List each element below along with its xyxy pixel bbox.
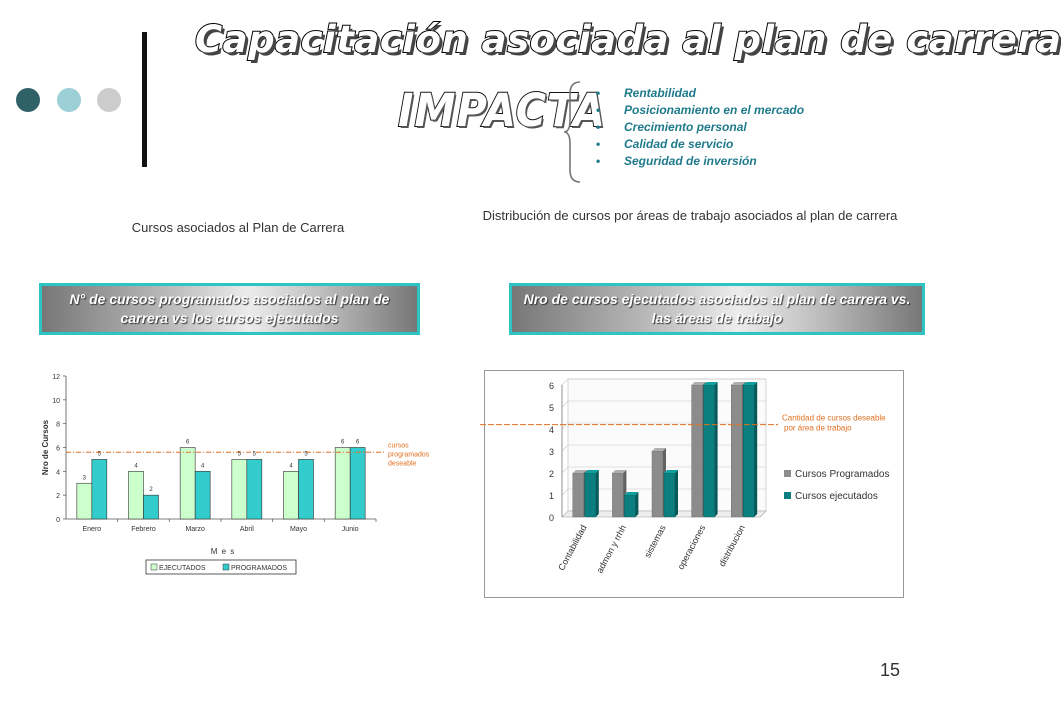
data-label: 3 — [82, 475, 87, 482]
legend-label: Cursos Programados — [795, 469, 890, 480]
legend-swatch — [784, 492, 791, 499]
impact-item: • Posicionamiento en el mercado — [596, 102, 804, 119]
left-chart-title-box — [39, 283, 420, 335]
x-tick-label: Marzo — [185, 526, 205, 533]
decor-dot-light — [57, 88, 81, 112]
x-tick-label: sistemas — [642, 523, 668, 560]
y-tick-label: 3 — [548, 447, 554, 457]
y-tick-label: 0 — [56, 517, 60, 524]
bar — [284, 471, 299, 519]
x-tick-label: operaciones — [675, 523, 708, 572]
x-tick-label: Mayo — [289, 526, 308, 533]
impact-item: • Crecimiento personal — [596, 119, 804, 136]
areas-courses-chart — [484, 370, 904, 598]
x-tick-label: Contabilidad — [556, 523, 589, 573]
decor-dot-dark — [16, 88, 40, 112]
bar — [77, 483, 92, 519]
legend-label: EJECUTADOS — [159, 565, 206, 572]
impact-item: • Rentabilidad — [596, 85, 804, 102]
title-divider — [142, 32, 147, 167]
legend-label: Cursos ejecutados — [795, 491, 878, 502]
reference-line-label-line: Cantidad de cursos deseable — [782, 413, 886, 423]
data-label: 4 — [134, 463, 138, 470]
reference-line-label-line: por área de trabajo — [784, 423, 852, 433]
decor-dot-gray — [97, 88, 121, 112]
x-axis-label: M e s — [210, 547, 236, 556]
y-tick-label: 4 — [56, 469, 60, 477]
monthly-courses-chart — [36, 366, 446, 582]
bar — [129, 471, 144, 519]
bar — [585, 473, 596, 517]
y-tick-label: 1 — [548, 491, 554, 501]
y-tick-label: 4 — [548, 425, 554, 435]
bar — [180, 448, 195, 520]
data-label: 4 — [200, 463, 205, 470]
x-tick-label: admon y rrhh — [594, 523, 629, 575]
legend-swatch — [784, 470, 791, 477]
right-chart-title-box — [509, 283, 925, 335]
slide-title: Capacitación asociada al plan de carrera — [195, 18, 1061, 61]
y-axis-label: Nro de Cursos — [41, 419, 50, 476]
x-tick-label: Junio — [341, 526, 359, 533]
bar-side — [635, 492, 638, 517]
y-tick-label: 12 — [52, 374, 60, 381]
reference-line-label — [388, 442, 430, 467]
bar — [573, 473, 584, 517]
bar — [247, 459, 262, 519]
bar — [299, 459, 314, 519]
bar-side — [715, 382, 718, 517]
impact-item: • Seguridad de inversión — [596, 153, 804, 170]
reference-line-label-word: cursos — [388, 442, 409, 450]
y-tick-label: 10 — [52, 397, 60, 405]
impact-item: • Calidad de servicio — [596, 136, 804, 153]
bar — [92, 459, 107, 519]
bar — [743, 385, 754, 517]
bar — [612, 473, 623, 517]
y-tick-label: 2 — [548, 469, 554, 479]
bar — [704, 385, 715, 517]
bar — [624, 495, 635, 517]
right-chart-title: Nro de cursos ejecutados asociados al plan de carrera vs. las áreas de trabajo — [523, 291, 911, 326]
bar — [232, 459, 247, 519]
left-chart-title: N° de cursos programados asociados al plan de carrera vs los cursos ejecutados — [69, 291, 390, 326]
bar-side — [754, 382, 757, 517]
legend-swatch — [223, 564, 229, 570]
curly-brace — [562, 80, 584, 184]
data-label: 4 — [289, 463, 293, 470]
bar-side — [596, 470, 599, 517]
data-label: 5 — [97, 451, 102, 458]
data-label: 5 — [304, 451, 308, 458]
x-tick-label: Abril — [239, 526, 254, 533]
y-tick-label: 6 — [548, 381, 554, 391]
x-tick-label: Febrero — [131, 526, 156, 533]
right-subtitle: Distribución de cursos por áreas de trabajo asociados al plan de carrera — [482, 208, 898, 223]
bar — [144, 495, 159, 519]
data-label: 5 — [252, 451, 257, 458]
data-label: 6 — [355, 439, 360, 446]
legend-label: PROGRAMADOS — [231, 565, 288, 572]
bar — [692, 385, 703, 517]
x-tick-label: Enero — [82, 526, 102, 533]
data-label: 5 — [237, 451, 242, 458]
bar-side — [675, 470, 678, 517]
impacta-heading: IMPACTA — [398, 84, 606, 137]
data-label: 6 — [185, 439, 190, 446]
legend-swatch — [151, 564, 157, 570]
bar — [652, 451, 663, 517]
y-tick-label: 5 — [548, 403, 554, 413]
left-subtitle: Cursos asociados al Plan de Carrera — [131, 220, 345, 235]
y-tick-label: 6 — [56, 445, 60, 453]
reference-line-label-word: programados — [388, 451, 430, 459]
data-label: 2 — [149, 487, 153, 494]
bar — [664, 473, 675, 517]
data-label: 6 — [340, 439, 345, 446]
y-tick-label: 2 — [56, 493, 60, 501]
impact-list — [596, 85, 804, 170]
page-number: 15 — [880, 660, 901, 680]
y-tick-label: 0 — [548, 513, 554, 523]
bar — [335, 448, 350, 520]
bar — [350, 448, 365, 520]
reference-line-label-word: deseable — [388, 460, 417, 468]
y-tick-label: 8 — [56, 421, 60, 429]
bar — [195, 471, 210, 519]
x-tick-label: distribucion — [716, 523, 747, 569]
bar — [731, 385, 742, 517]
